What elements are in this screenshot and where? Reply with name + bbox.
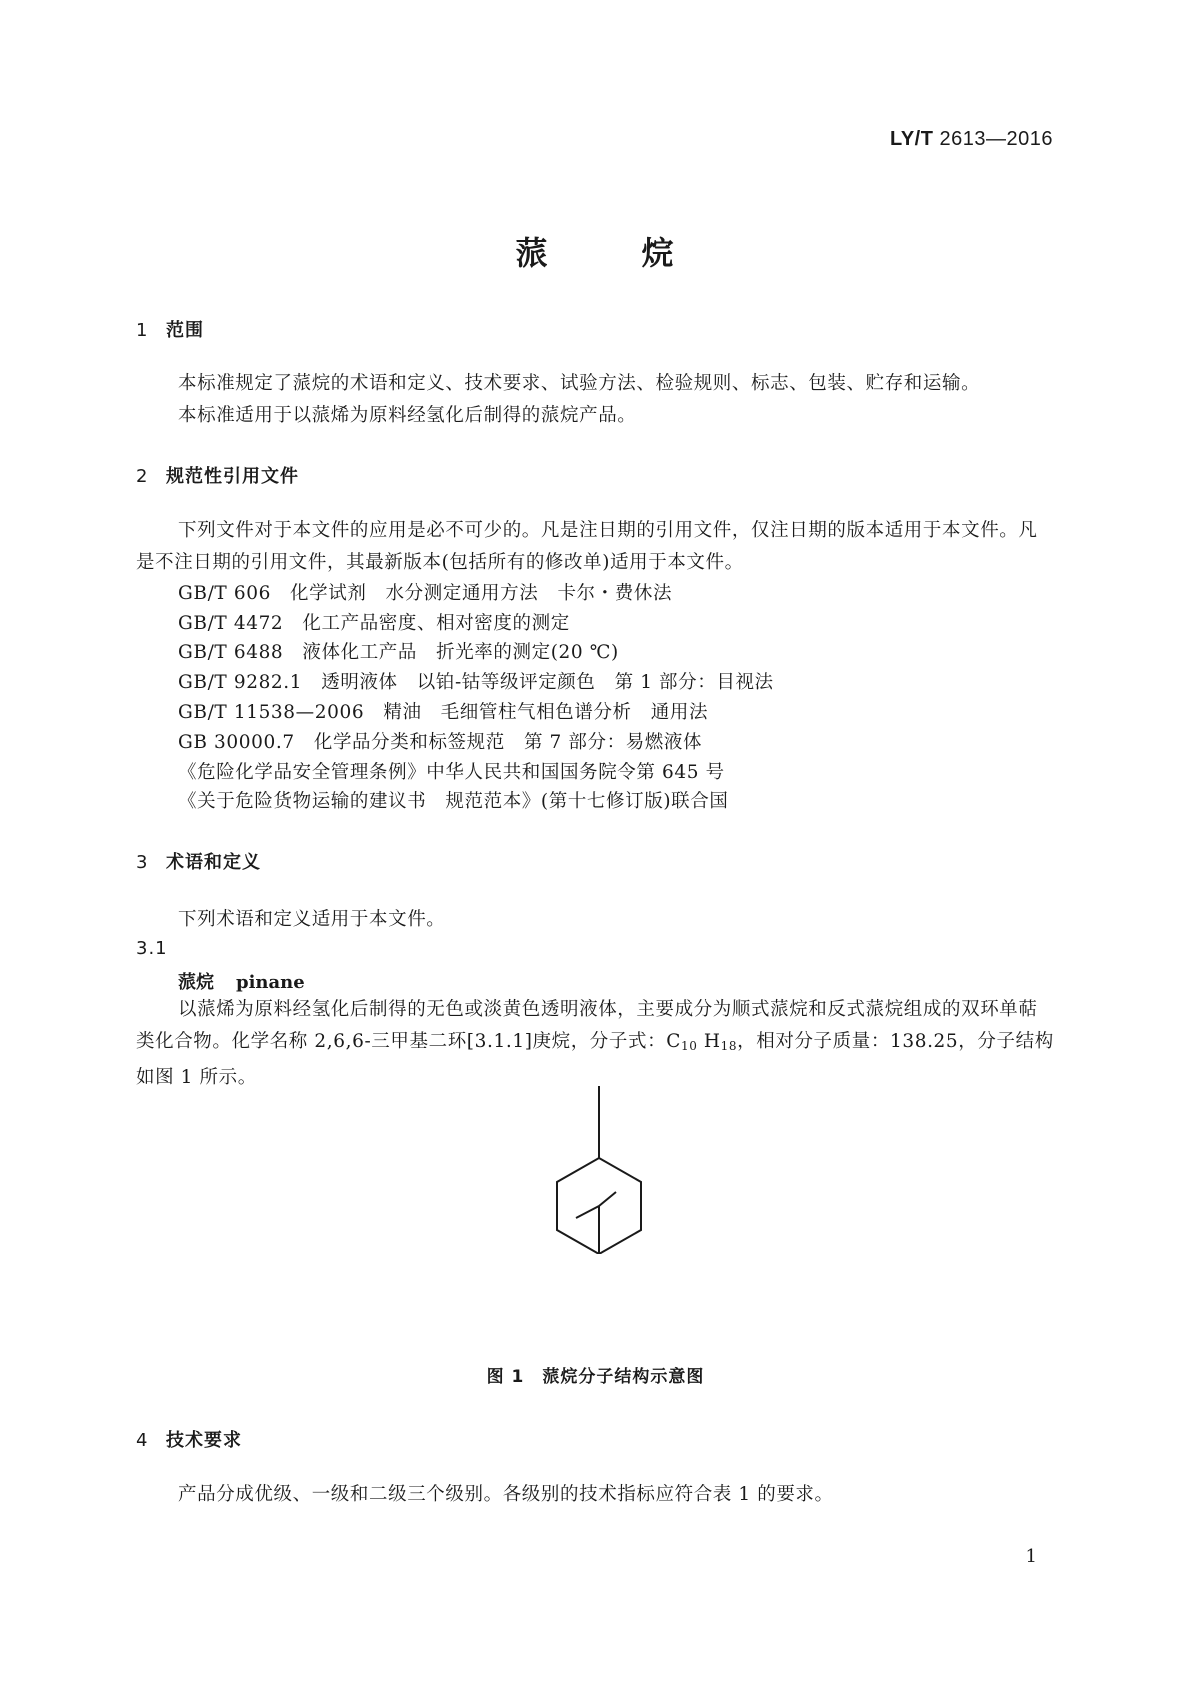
term-chinese: 蒎烷 (178, 972, 214, 993)
hydrogen-symbol: H (697, 1031, 721, 1052)
gem-dimethyl-bond-2 (599, 1192, 616, 1206)
subsection-number: 3.1 (136, 938, 168, 959)
reference-item: 《危险化学品安全管理条例》中华人民共和国国务院令第 645 号 (178, 762, 725, 783)
section-number: 2 (136, 466, 149, 487)
definition-text-end: ，相对分子质量：138.25，分子结构如图 1 所示。 (136, 1031, 1054, 1088)
carbon-subscript: 10 (680, 1039, 698, 1053)
section-4-heading (136, 1426, 242, 1452)
figure-caption-text: 蒎烷分子结构示意图 (542, 1367, 705, 1387)
section-number: 3 (136, 852, 149, 873)
section-3-heading (136, 848, 261, 874)
reference-item: 《关于危险货物运输的建议书 规范范本》(第十七修订版)联合国 (178, 791, 729, 812)
figure-label: 图 1 (486, 1367, 525, 1387)
reference-item: GB/T 9282.1 透明液体 以铂-钴等级评定颜色 第 1 部分：目视法 (178, 672, 774, 693)
section-title: 规范性引用文件 (166, 466, 299, 487)
hydrogen-subscript: 18 (720, 1039, 738, 1053)
section-1-heading (136, 316, 204, 342)
reference-item: GB 30000.7 化学品分类和标签规范 第 7 部分：易燃液体 (178, 732, 703, 753)
section-title: 技术要求 (166, 1430, 242, 1451)
reference-item: GB/T 606 化学试剂 水分测定通用方法 卡尔・费休法 (178, 583, 673, 604)
section-1-paragraph-1: 本标准规定了蒎烷的术语和定义、技术要求、试验方法、检验规则、标志、包装、贮存和运输。 (178, 373, 981, 394)
section-number: 4 (136, 1430, 149, 1451)
section-3-intro: 下列术语和定义适用于本文件。 (178, 909, 446, 930)
section-4-paragraph-1: 产品分成优级、一级和二级三个级别。各级别的技术指标应符合表 1 的要求。 (178, 1484, 834, 1505)
pinane-structure-diagram (540, 1084, 660, 1254)
title-char-2: 烷 (641, 234, 676, 272)
document-title (0, 228, 1191, 274)
term-entry (178, 968, 305, 994)
section-2-intro: 下列文件对于本文件的应用是必不可少的。凡是注日期的引用文件，仅注日期的版本适用于本文件。凡是不注日期的引用文件，其最新版本(包括所有的修改单)适用于本文件。 (136, 520, 1038, 573)
section-title: 术语和定义 (166, 852, 261, 873)
figure-caption (0, 1362, 1191, 1387)
reference-item: GB/T 4472 化工产品密度、相对密度的测定 (178, 613, 570, 634)
section-2-heading (136, 462, 299, 488)
page-number: 1 (1025, 1546, 1037, 1567)
standard-number (890, 128, 1053, 151)
standard-code: 2613—2016 (939, 128, 1053, 150)
reference-item: GB/T 11538—2006 精油 毛细管柱气相色谱分析 通用法 (178, 702, 709, 723)
gem-dimethyl-bond-1 (576, 1206, 599, 1218)
title-char-1: 蒎 (515, 234, 550, 272)
standard-prefix: LY/T (889, 128, 934, 150)
section-number: 1 (136, 320, 149, 341)
term-definition (136, 994, 1056, 1094)
reference-item: GB/T 6488 液体化工产品 折光率的测定(20 ℃) (178, 642, 619, 663)
section-title: 范围 (166, 320, 204, 341)
term-english: pinane (236, 972, 305, 993)
section-1-paragraph-2: 本标准适用于以蒎烯为原料经氢化后制得的蒎烷产品。 (178, 405, 637, 426)
definition-text: 以蒎烯为原料经氢化后制得的无色或淡黄色透明液体，主要成分为顺式蒎烷和反式蒎烷组成的双环单萜类化合物。化学名称 2,6,6-三甲基二环[3.1.1]庚烷，分子式：C (136, 999, 1038, 1052)
